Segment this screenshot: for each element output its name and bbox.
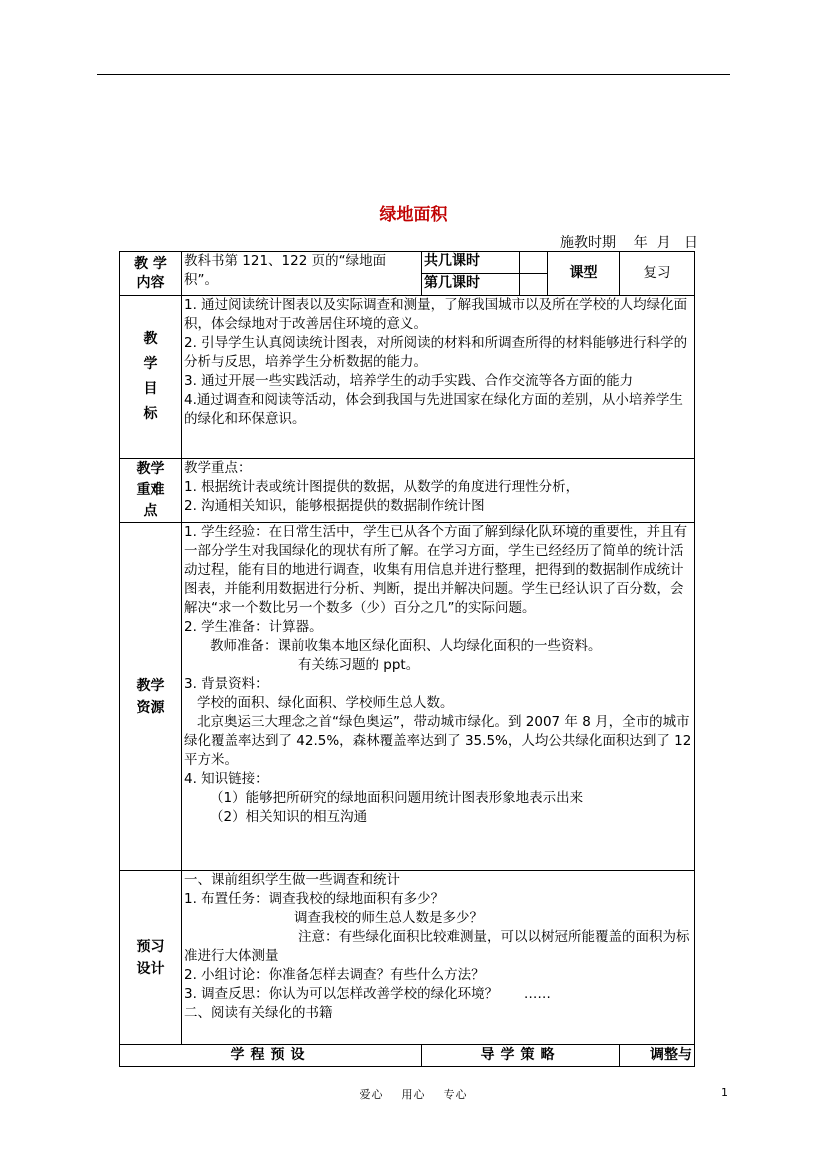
objectives-row <box>120 296 695 459</box>
objective-item: 3. 通过开展一些实践活动，培养学生的动手实践、合作交流等各方面的能力 <box>184 373 634 389</box>
label-key-points: 教学 重难 点 <box>120 459 182 523</box>
content-text: 教科书第 121、122 页的“绿地面积”。 <box>182 252 422 296</box>
which-lesson-label: 第几课时 <box>422 274 520 296</box>
label-content: 教 学 内容 <box>120 252 182 296</box>
lesson-plan-table <box>119 251 695 1067</box>
total-lessons-label: 共几课时 <box>422 252 520 274</box>
label-preview: 预习 设计 <box>120 871 182 1045</box>
preview-text: 一、课前组织学生做一些调查和统计 1. 布置任务：调查我校的绿地面积有多少？ 调查我校的师生总人数是多少？ 注意：有些绿化面积比较难测量，可以以树冠所能覆盖的面积为标准进行大体测量 2. 小组讨论：你准备怎样去调查？有些什么方法？ 3. 调查反思：你认为可以怎样改善学校的绿化环境？ …… 二、阅读有关绿化的书籍 <box>182 871 695 1045</box>
key-points-text: 教学重点： 1. 根据统计表或统计图提供的数据，从数学的角度进行理性分析， 2. 沟通相关知识，能够根据提供的数据制作统计图 <box>182 459 695 523</box>
total-lessons-value <box>520 252 548 274</box>
key-points-row <box>120 459 695 523</box>
label-resources: 教学 资源 <box>120 523 182 871</box>
col-course-preset: 学程预设 <box>120 1045 422 1067</box>
lesson-type-label: 课型 <box>548 252 620 296</box>
which-lesson-value <box>520 274 548 296</box>
teaching-date-line: 施教时期 年 月 日 <box>560 235 699 251</box>
label-objectives: 教 学 目 标 <box>120 296 182 459</box>
bottom-header-row <box>120 1045 695 1067</box>
footer-text: 爱心 用心 专心 <box>359 1088 468 1101</box>
lesson-type-value: 复习 <box>620 252 695 296</box>
resources-text: 1. 学生经验：在日常生活中，学生已从各个方面了解到绿化队环境的重要性，并且有一部分学生对我国绿化的现状有所了解。在学习方面，学生已经经历了简单的统计活动过程，能有目的地进行调查，收集有用信息并进行整理，把得到的数据制作成统计图表，并能利用数据进行分析、判断，提出并解决问题。学生已经认识了百分数，会解决“求一个数比另一个数多（少）百分之几”的实际问题。 2. 学生准备：计算器。 教师准备：课前收集本地区绿化面积、人均绿化面积的一些资料。 有关练习题的 ppt。 3. 背景资料： 学校的面积、绿化面积、学校师生总人数。 北京奥运三大理念之首“绿色奥运”，带动城市绿化。到 2007 年 8 月，全市的城市绿化覆盖率达到了 42.5%，森林覆盖率达到了 35.5%，人均公共绿化面积达到了 12 平方米。 4. 知识链接： （1）能够把所研究的绿地面积问题用统计图表形象地表示出来 （2）相关知识的相互沟通 <box>182 523 695 871</box>
col-guide-strategy: 导学策略 <box>422 1045 620 1067</box>
objectives-text <box>182 296 695 459</box>
resources-row <box>120 523 695 871</box>
col-adjustment: 调整与 <box>620 1045 695 1067</box>
page-number: 1 <box>721 1086 728 1099</box>
objective-item: 4.通过调查和阅读等活动，体会到我国与先进国家在绿化方面的差别，从小培养学生的绿化和环保意识。 <box>184 392 683 427</box>
objective-item: 2. 引导学生认真阅读统计图表，对所阅读的材料和所调查所得的材料能够进行科学的分析与反思，培养学生分析数据的能力。 <box>184 335 688 370</box>
header-rule <box>97 74 730 75</box>
preview-row <box>120 871 695 1045</box>
objective-item: 1. 通过阅读统计图表以及实际调查和测量，了解我国城市以及所在学校的人均绿化面积，体会绿地对于改善居住环境的意义。 <box>184 297 688 332</box>
page-title: 绿地面积 <box>379 205 448 225</box>
content-row <box>120 252 695 274</box>
